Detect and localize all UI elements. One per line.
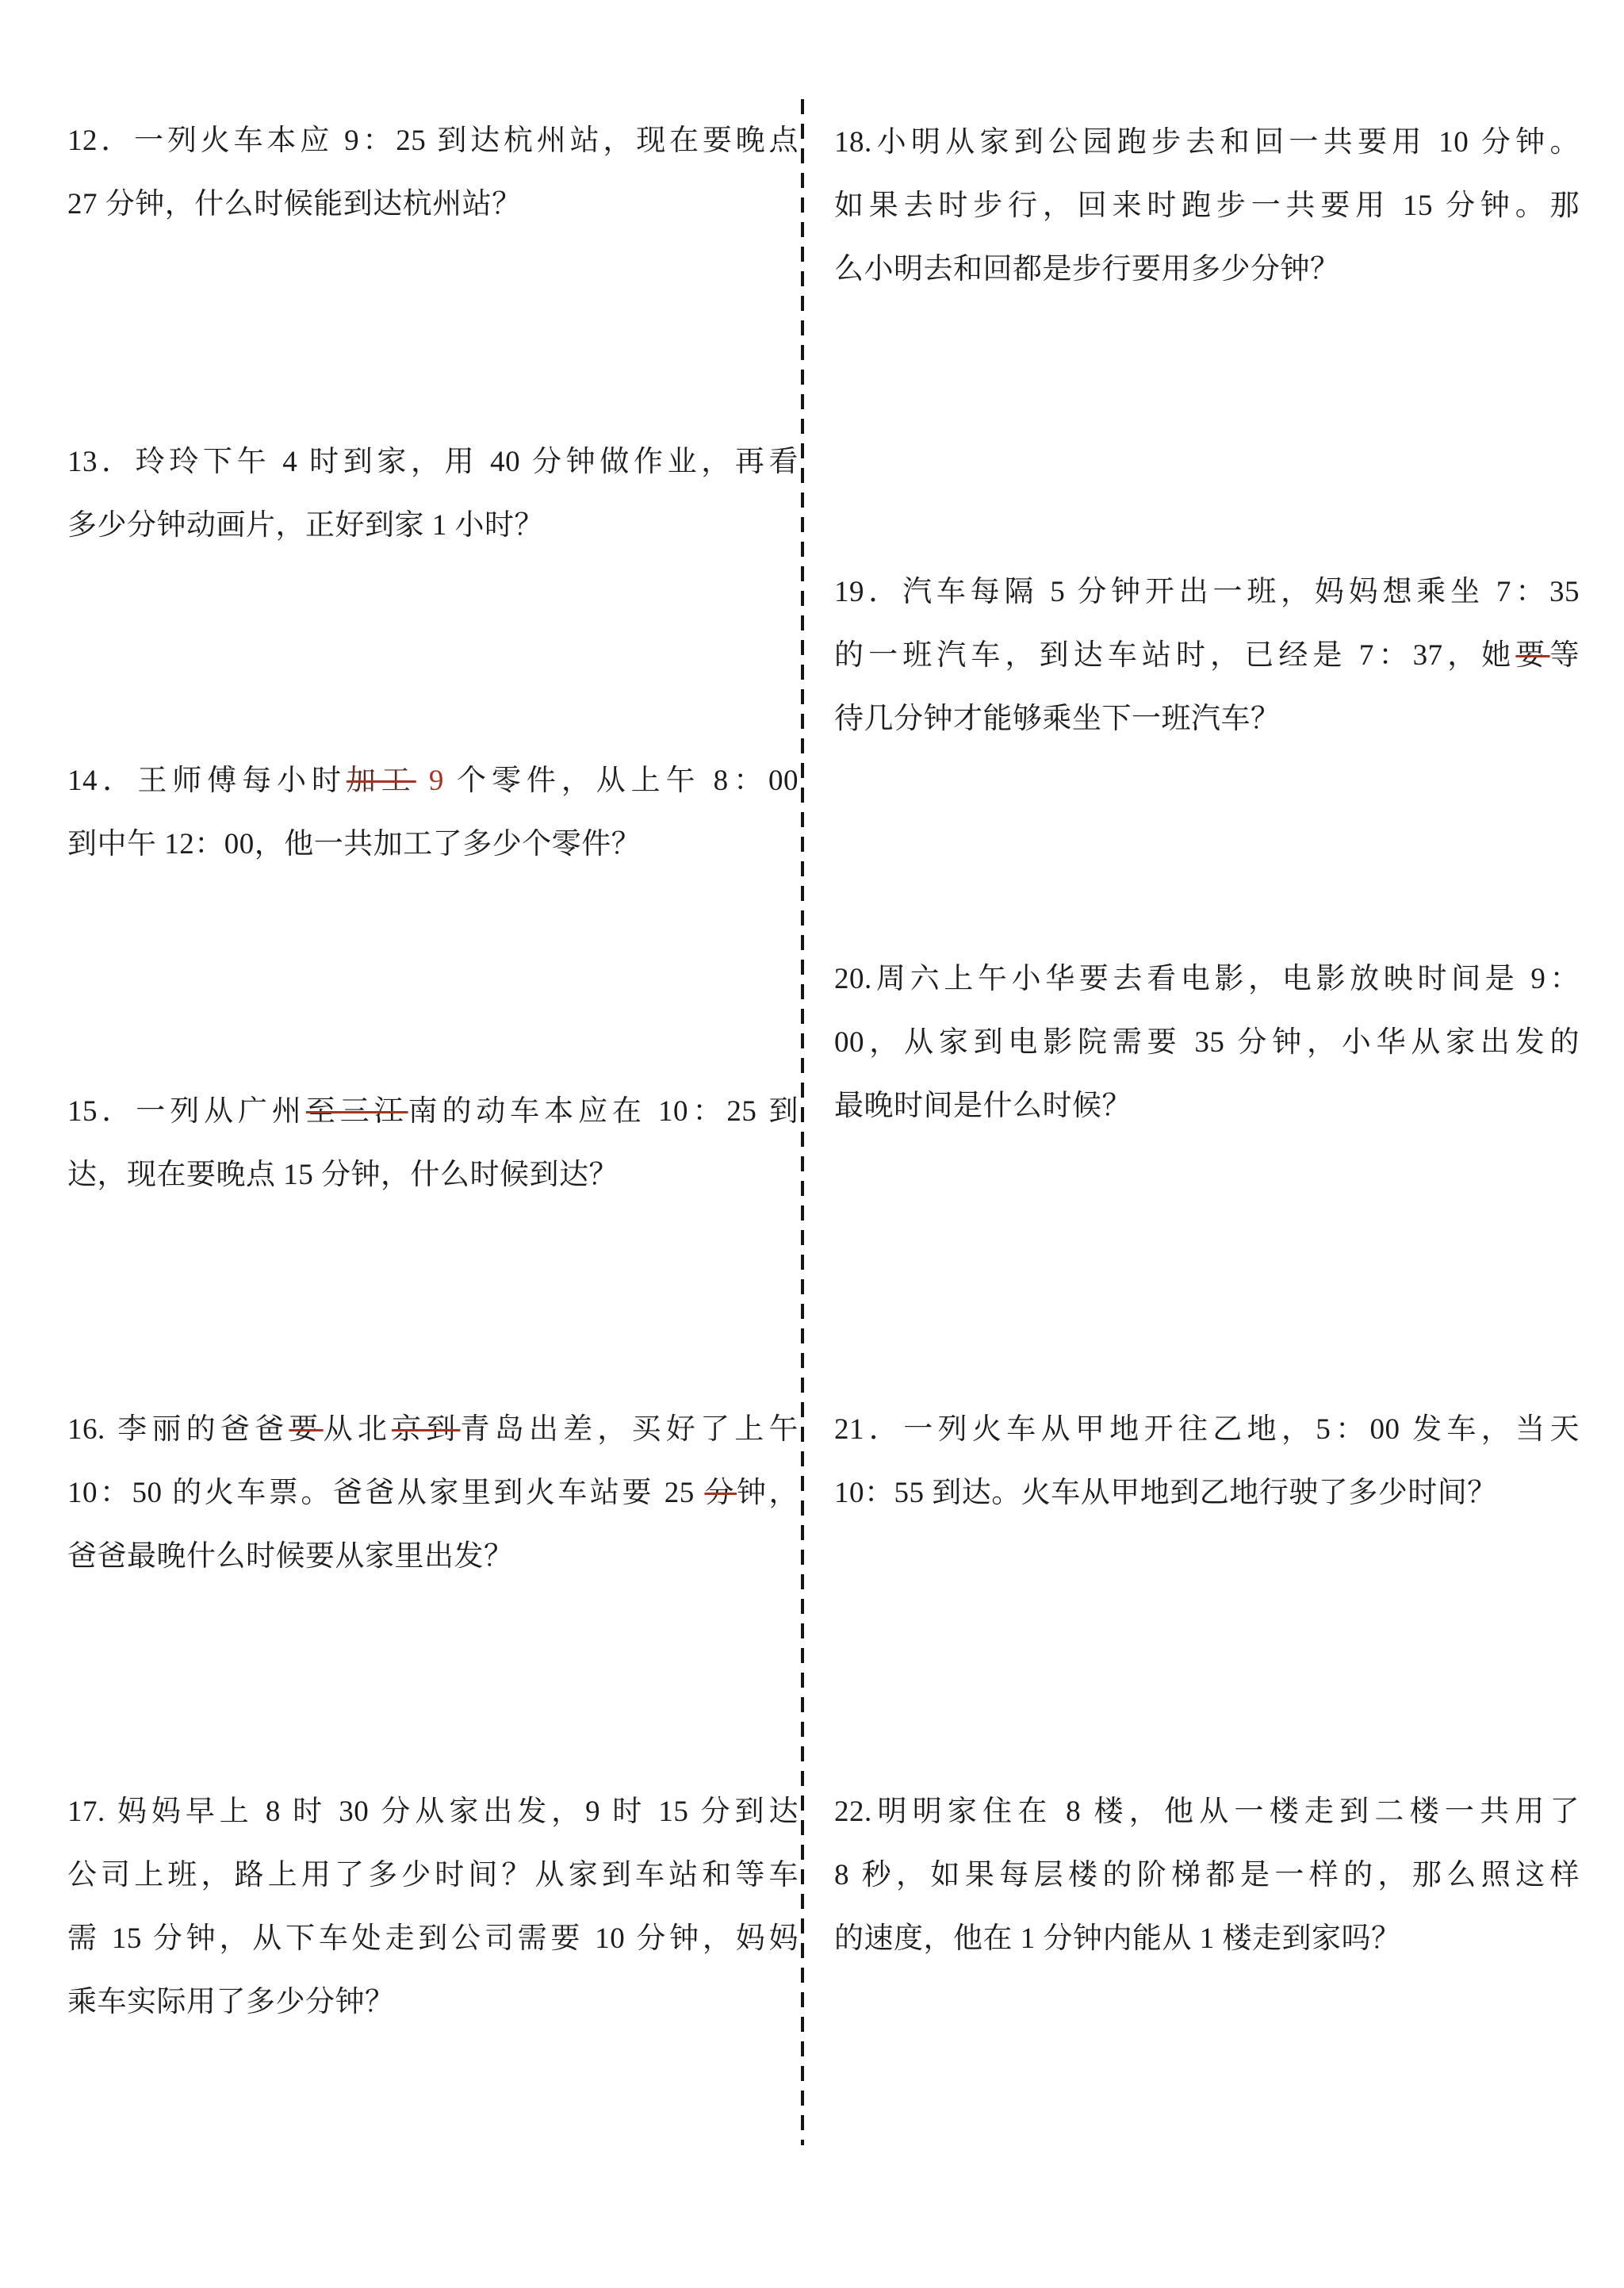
text-segment: 公司上班，路上用了多少时间？从家到车站和等车	[67, 1859, 799, 1891]
text-segment: 18.小明从家到公园跑步去和回一共要用 10 分钟。	[834, 126, 1580, 159]
problem-14-line-2	[67, 813, 799, 876]
text-segment: 需 15 分钟，从下车处走到公司需要 10 分钟，妈妈	[67, 1922, 799, 1955]
problem-17-line-4	[67, 1971, 799, 2034]
problem-19-line-1	[834, 561, 1580, 624]
problem-20-line-3	[834, 1075, 1580, 1138]
text-segment: 13．玲玲下午 4 时到家，用 40 分钟做作业，再看	[67, 446, 799, 478]
text-segment: 14．王师傅每小时	[67, 765, 347, 797]
problem-17-line-3	[67, 1907, 799, 1971]
problem-13-line-2	[67, 494, 799, 558]
text-segment: 待几分钟才能够乘坐下一班汽车？	[834, 703, 1281, 735]
problem-20-line-2	[834, 1011, 1580, 1075]
problem-17-line-1	[67, 1780, 799, 1844]
text-segment: 如果去时步行，回来时跑步一共要用 15 分钟。那	[834, 190, 1580, 222]
problem-15-line-1	[67, 1080, 799, 1144]
problem-18	[834, 111, 1580, 301]
text-segment: 么小明去和回都是步行要用多少分钟？	[834, 253, 1340, 286]
column-divider-dashed-line	[801, 99, 804, 2145]
problem-12-line-2	[67, 173, 799, 236]
text-segment: 17. 妈妈早上 8 时 30 分从家出发，9 时 15 分到达	[67, 1796, 799, 1828]
text-segment: 钟，	[737, 1477, 799, 1509]
red-pen-marked-text: 分	[704, 1477, 737, 1509]
text-segment: 27 分钟，什么时候能到达杭州站？	[67, 188, 522, 220]
problem-19-line-3	[834, 688, 1580, 751]
problem-21	[834, 1398, 1580, 1525]
text-segment: 19．汽车每隔 5 分钟开出一班，妈妈想乘坐 7：35	[834, 576, 1580, 608]
problem-18-line-2	[834, 174, 1580, 238]
red-pen-marked-text: 要	[289, 1413, 324, 1446]
text-segment: 青岛出差，买好了上午	[460, 1413, 799, 1446]
problem-13-line-1	[67, 431, 799, 494]
text-segment: 南的动车本应在 10：25 到	[408, 1095, 799, 1128]
problem-21-line-2	[834, 1462, 1580, 1525]
text-segment: 20.周六上午小华要去看电影，电影放映时间是 9：	[834, 963, 1580, 995]
text-segment: 个零件，从上午 8：00	[443, 765, 799, 797]
text-segment: 的一班汽车，到达车站时，已经是 7：37，她	[834, 639, 1516, 672]
problem-17-line-2	[67, 1844, 799, 1907]
problem-20	[834, 948, 1580, 1138]
problem-16-line-3	[67, 1525, 799, 1589]
red-pen-marked-text: 要	[1515, 639, 1550, 672]
problem-22-line-1	[834, 1780, 1580, 1844]
problem-14	[67, 749, 799, 876]
text-segment: 到中午 12：00，他一共加工了多少个零件？	[67, 828, 642, 860]
text-segment: 22.明明家住在 8 楼，他从一楼走到二楼一共用了	[834, 1796, 1580, 1828]
red-pen-marked-text: 至三江	[305, 1095, 408, 1128]
problem-22-line-3	[834, 1907, 1580, 1971]
problem-19	[834, 561, 1580, 751]
text-segment	[416, 765, 429, 797]
problem-22-line-2	[834, 1844, 1580, 1907]
red-pen-marked-text: 加工	[346, 765, 416, 797]
problem-18-line-3	[834, 238, 1580, 301]
problem-14-line-1	[67, 749, 799, 813]
text-segment: 21．一列火车从甲地开往乙地，5：00 发车，当天	[834, 1413, 1580, 1446]
red-pen-marked-text: 9	[428, 765, 444, 797]
problem-16-line-1	[67, 1398, 799, 1462]
right-column	[834, 0, 1580, 2288]
problem-15-line-2	[67, 1144, 799, 1207]
text-segment: 15．一列从广州	[67, 1095, 306, 1128]
text-segment: 12．一列火车本应 9：25 到达杭州站，现在要晚点	[67, 125, 799, 157]
problem-19-line-2	[834, 624, 1580, 688]
text-segment: 00，从家到电影院需要 35 分钟，小华从家出发的	[834, 1026, 1580, 1059]
problem-16-line-2	[67, 1462, 799, 1525]
problem-21-line-1	[834, 1398, 1580, 1462]
problem-22	[834, 1780, 1580, 1971]
text-segment: 最晚时间是什么时候？	[834, 1090, 1132, 1122]
text-segment: 16. 李丽的爸爸	[67, 1413, 289, 1446]
text-segment: 多少分钟动画片，正好到家 1 小时？	[67, 509, 544, 542]
left-column	[67, 0, 799, 2288]
text-segment: 爸爸最晚什么时候要从家里出发？	[67, 1540, 514, 1573]
problem-13	[67, 431, 799, 558]
text-segment: 等	[1549, 639, 1580, 672]
text-segment: 8 秒，如果每层楼的阶梯都是一样的，那么照这样	[834, 1859, 1580, 1891]
text-segment: 的速度，他在 1 分钟内能从 1 楼走到家吗？	[834, 1922, 1401, 1955]
red-pen-marked-text: 京到	[392, 1413, 461, 1446]
problem-16	[67, 1398, 799, 1589]
problem-17	[67, 1780, 799, 2034]
text-segment: 10：50 的火车票。爸爸从家里到火车站要 25	[67, 1477, 705, 1509]
problem-20-line-1	[834, 948, 1580, 1011]
problem-12-line-1	[67, 109, 799, 173]
text-segment: 从北	[323, 1413, 393, 1446]
text-segment: 乘车实际用了多少分钟？	[67, 1986, 395, 2018]
problem-12	[67, 109, 799, 236]
problem-15	[67, 1080, 799, 1207]
text-segment: 达，现在要晚点 15 分钟，什么时候到达？	[67, 1159, 619, 1191]
problem-18-line-1	[834, 111, 1580, 174]
text-segment: 10：55 到达。火车从甲地到乙地行驶了多少时间？	[834, 1477, 1497, 1509]
